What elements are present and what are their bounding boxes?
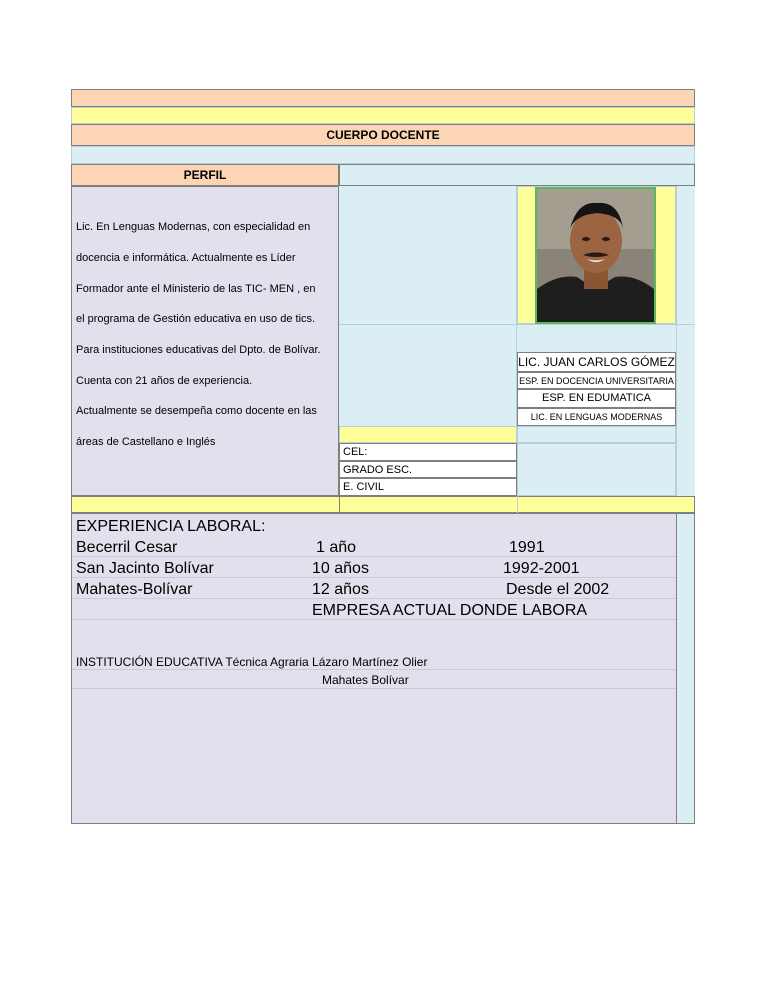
yellow-cell	[339, 426, 517, 443]
exp-period-1: 1991	[509, 539, 545, 556]
title-cell-1	[517, 372, 676, 389]
name-cell	[517, 352, 676, 372]
perfil-line-5: Para instituciones educativas del Dpto. de Bolívar.	[76, 344, 321, 356]
perfil-line-6: Cuenta con 21 años de experiencia.	[76, 375, 253, 387]
perfil-right-band	[339, 164, 695, 186]
grid-line	[72, 556, 676, 557]
person-name: LIC. JUAN CARLOS GÓMEZ	[518, 355, 675, 369]
profile-photo	[535, 187, 656, 324]
grid-line	[72, 619, 676, 620]
perfil-label: PERFIL	[183, 168, 227, 182]
title-bar	[71, 124, 695, 146]
grid-line	[339, 496, 340, 513]
exp-place-2: San Jacinto Bolívar	[76, 560, 214, 577]
yellow-separator	[71, 496, 695, 513]
grid-line	[339, 324, 695, 325]
experience-heading: EXPERIENCIA LABORAL:	[76, 518, 266, 535]
page-title: CUERPO DOCENTE	[326, 128, 440, 142]
current-company-label: EMPRESA ACTUAL DONDE LABORA	[312, 602, 588, 619]
contact-values-cell	[517, 443, 676, 496]
blue-cell	[517, 426, 676, 443]
person-title-3: LIC. EN LENGUAS MODERNAS	[530, 412, 663, 422]
institution-location: Mahates Bolívar	[322, 673, 409, 687]
experience-right-band	[676, 513, 695, 824]
perfil-line-8: áreas de Castellano e Inglés	[76, 436, 216, 448]
exp-period-2: 1992-2001	[503, 560, 580, 577]
perfil-line-3: Formador ante el Ministerio de las TIC- MEN , en	[76, 283, 316, 295]
grid-line	[72, 688, 676, 689]
civil-cell	[339, 478, 517, 496]
exp-period-3: Desde el 2002	[506, 581, 610, 598]
person-title-1: ESP. EN DOCENCIA UNIVERSITARIA	[519, 376, 674, 386]
exp-duration-2: 10 años	[312, 560, 369, 577]
exp-duration-1: 1 año	[316, 539, 357, 556]
grid-line	[72, 598, 676, 599]
exp-place-3: Mahates-Bolívar	[76, 581, 193, 598]
exp-place-1: Becerril Cesar	[76, 539, 178, 556]
grid-line	[72, 577, 676, 578]
top-yellow-band	[71, 107, 695, 124]
grid-line	[676, 186, 695, 496]
person-title-2: ESP. EN EDUMATICA	[541, 392, 651, 404]
grado-cell	[339, 461, 517, 478]
title-cell-2	[517, 389, 676, 408]
experience-section	[71, 513, 677, 824]
perfil-header	[71, 164, 339, 186]
portrait-icon	[537, 189, 654, 322]
grid-line	[517, 496, 518, 513]
grid-line	[339, 186, 517, 426]
grado-label: GRADO ESC.	[343, 464, 413, 476]
top-orange-band	[71, 89, 695, 107]
exp-duration-3: 12 años	[312, 581, 369, 598]
cel-label: CEL:	[343, 446, 368, 458]
blue-band	[71, 146, 695, 164]
institution-name: INSTITUCIÓN EDUCATIVA Técnica Agraria Lázaro Martínez Olier	[76, 655, 428, 669]
title-cell-3	[517, 408, 676, 426]
perfil-line-4: el programa de Gestión educativa en uso de tics.	[76, 313, 316, 325]
perfil-line-2: docencia e informática. Actualmente es Líder	[76, 252, 296, 264]
perfil-line-7: Actualmente se desempeña como docente en las	[76, 405, 317, 417]
perfil-line-1: Lic. En Lenguas Modernas, con especialidad en	[76, 221, 311, 233]
civil-label: E. CIVIL	[343, 481, 384, 493]
perfil-text-block	[71, 186, 339, 496]
cel-cell	[339, 443, 517, 461]
